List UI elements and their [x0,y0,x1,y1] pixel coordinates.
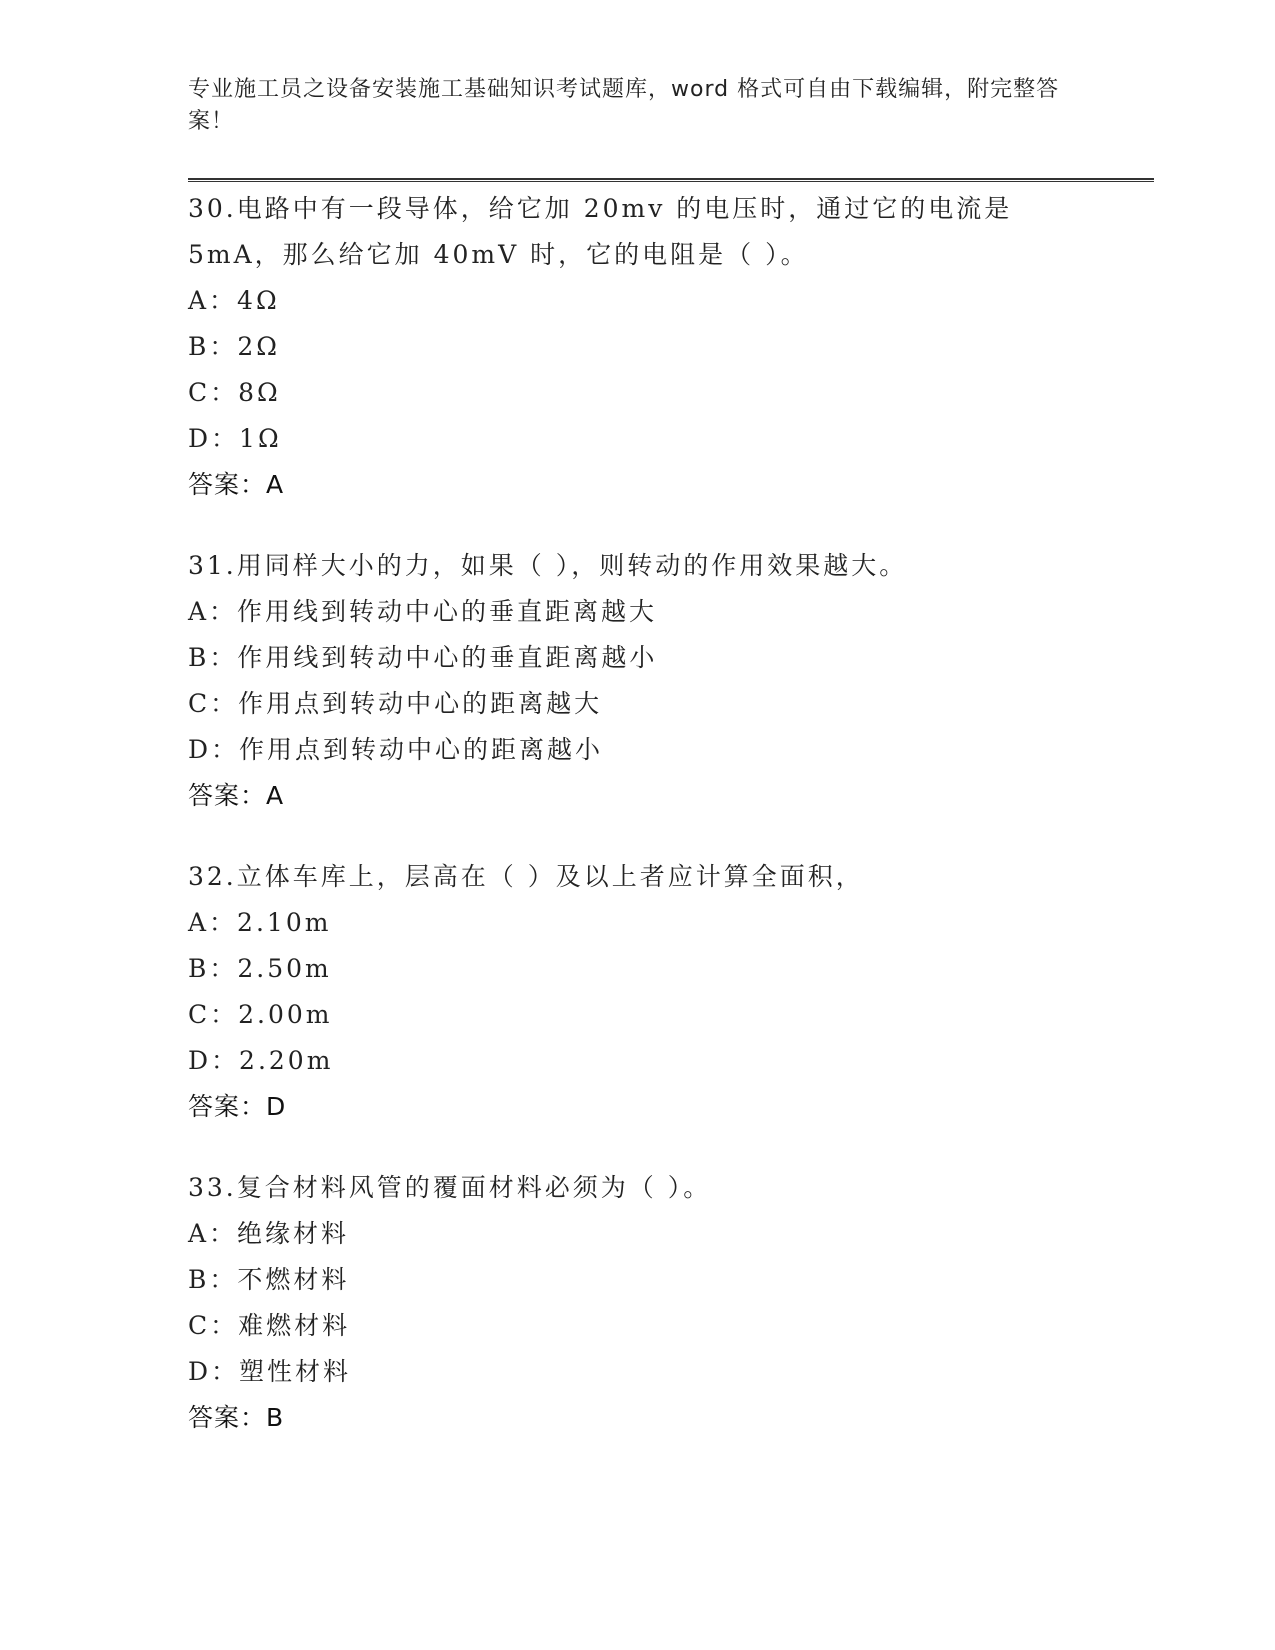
option-b: B：2.50m [188,954,332,983]
option-c: C：8Ω [188,378,281,407]
option-b: B：2Ω [188,332,281,361]
question-stem: 31.用同样大小的力，如果（ ），则转动的作用效果越大。 [188,551,908,580]
question-30 [188,186,1128,508]
question-31 [188,543,1128,819]
answer-line: 答案：A [188,781,285,810]
option-c: C：作用点到转动中心的距离越大 [188,689,603,718]
question-stem: 32.立体车库上，层高在（ ）及以上者应计算全面积， [188,862,864,891]
answer-line: 答案：D [188,1092,287,1121]
option-c: C：难燃材料 [188,1311,351,1340]
option-b: B：作用线到转动中心的垂直距离越小 [188,643,658,672]
option-a: A：2.10m [188,908,332,937]
option-a: A：4Ω [188,286,280,315]
answer-line: 答案：B [188,1403,285,1432]
option-d: D：作用点到转动中心的距离越小 [188,735,604,764]
option-a: A：绝缘材料 [188,1219,350,1248]
question-32 [188,854,1128,1130]
option-d: D：塑性材料 [188,1357,352,1386]
option-d: D：1Ω [188,424,282,453]
question-stem: 30.电路中有一段导体，给它加 20mv 的电压时，通过它的电流是 5mA，那么给它加 40mV 时，它的电阻是（ ）。 [188,194,1013,269]
question-33 [188,1165,1128,1441]
option-b: B：不燃材料 [188,1265,350,1294]
option-c: C：2.00m [188,1000,333,1029]
question-stem: 33.复合材料风管的覆面材料必须为（ ）。 [188,1173,712,1202]
document-intro: 专业施工员之设备安装施工基础知识考试题库，word 格式可自由下载编辑，附完整答案！ [188,77,1060,134]
answer-line: 答案：A [188,470,285,499]
option-d: D：2.20m [188,1046,334,1075]
question-list [188,186,1128,1476]
header-divider [188,178,1154,182]
option-a: A：作用线到转动中心的垂直距离越大 [188,597,658,626]
